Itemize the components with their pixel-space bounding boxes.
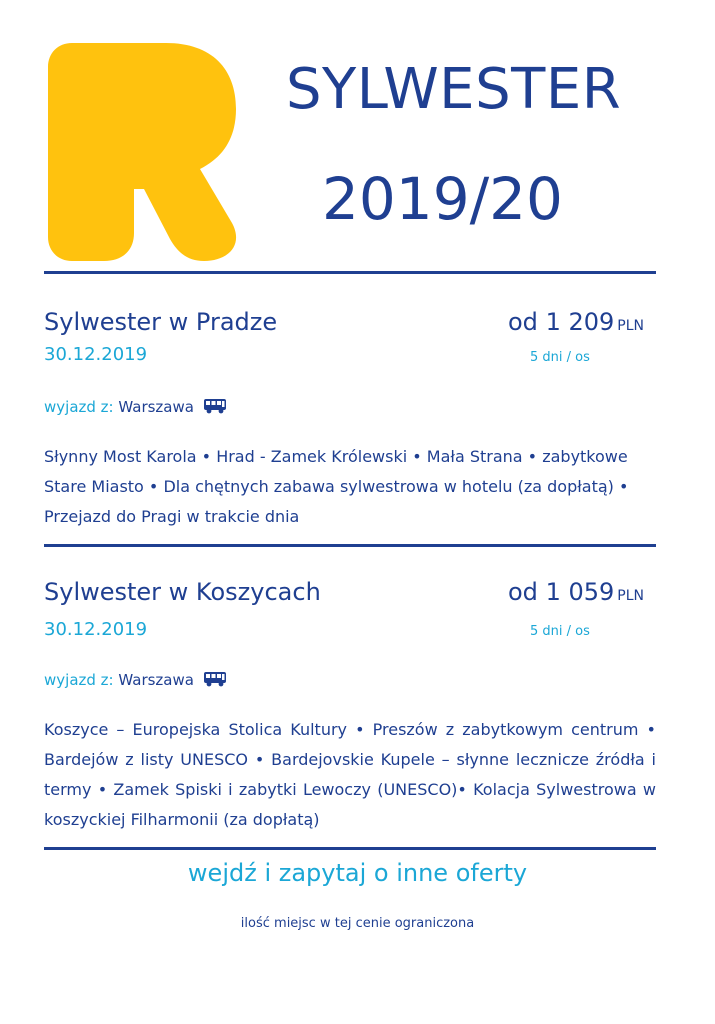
cta-text: wejdź i zapytaj o inne oferty (187, 859, 528, 887)
departure-city: Warszawa (118, 398, 194, 416)
offer-description: Słynny Most Karola • Hrad - Zamek Królewski • Mała Strana • zabytkowe Stare Miasto • Dla chętnych zabawa sylwestrowa w hotelu (za dopłatą) • Przejazd do Pragi w trakcie dnia (44, 447, 629, 526)
divider (44, 847, 656, 850)
price-prefix: od (508, 578, 538, 606)
offer-duration: 5 dni / os (530, 624, 590, 639)
offer-date: 30.12.2019 (44, 619, 148, 640)
price-prefix: od (508, 308, 538, 336)
page-title-line2: 2019/20 (322, 165, 563, 233)
offer-departure (44, 671, 227, 688)
price-value: 1 209 (545, 308, 615, 336)
departure-city: Warszawa (118, 671, 194, 689)
divider (44, 544, 656, 547)
price-currency: PLN (617, 588, 644, 604)
departure-label: wyjazd z: (44, 398, 114, 416)
offer-price (508, 310, 644, 334)
offer-description: Koszyce – Europejska Stolica Kultury • Preszów z zabytkowym centrum • Bardejów z listy UNESCO • Bardejovskie Kupele – słynne lecznicze źródła i termy • Zamek Spiski i zabytki Lewoczy (UNESCO)• Kolacja Sylwestrowa w koszyckiej Filharmonii (za dopłatą) (44, 720, 656, 829)
bus-icon (203, 398, 227, 414)
offer-title: Sylwester w Koszycach (44, 578, 321, 606)
divider (44, 271, 656, 274)
brand-logo-r-icon (48, 43, 238, 261)
offer-price (508, 580, 644, 604)
departure-label: wyjazd z: (44, 671, 114, 689)
availability-note: ilość miejsc w tej cenie ograniczona (240, 916, 475, 931)
offer-date: 30.12.2019 (44, 344, 148, 365)
page-title-line1: SYLWESTER (286, 57, 622, 122)
offer-duration: 5 dni / os (530, 350, 590, 365)
price-currency: PLN (617, 318, 644, 334)
offer-title: Sylwester w Pradze (44, 308, 278, 336)
bus-icon (203, 671, 227, 687)
price-value: 1 059 (545, 578, 615, 606)
offer-departure (44, 398, 227, 415)
